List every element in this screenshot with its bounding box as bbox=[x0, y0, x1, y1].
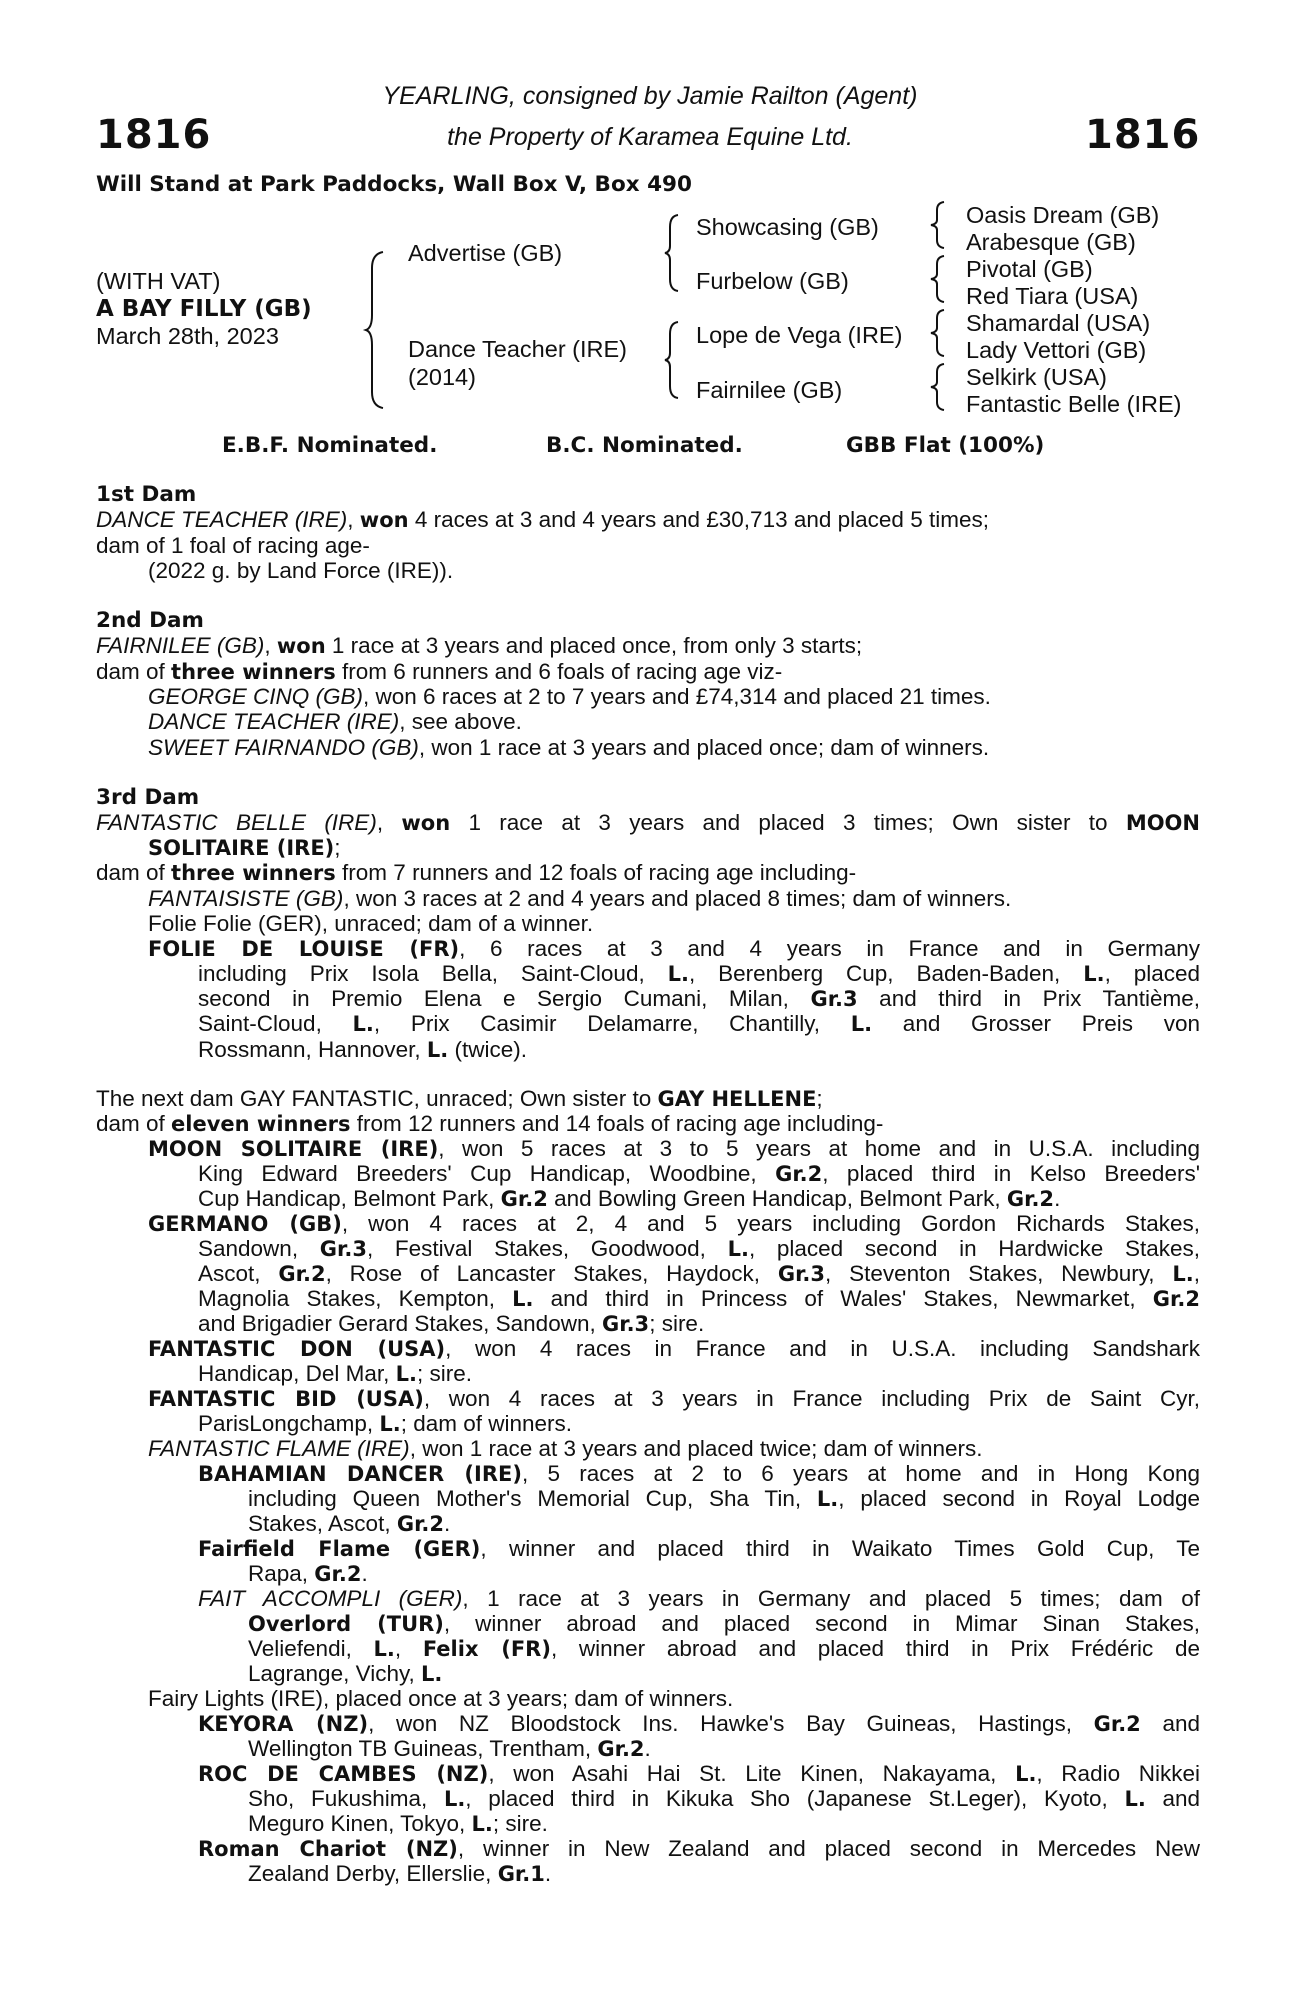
germano-line-1 bbox=[148, 1211, 1200, 1238]
don-line-2 bbox=[198, 1361, 472, 1388]
bahamian-line-2 bbox=[248, 1486, 1200, 1513]
text-span: King Edward Breeders' Cup Handicap, Woodbine, bbox=[198, 1161, 776, 1186]
first-dam-line-2: dam of 1 foal of racing age- bbox=[96, 533, 370, 558]
text-span: and third in Prix Tantième, bbox=[857, 986, 1201, 1011]
text-span: , placed bbox=[1104, 961, 1200, 986]
text-span: and Bowling Green Handicap, Belmont Park, bbox=[547, 1186, 1007, 1211]
pedigree-g3-7: Selkirk (USA) bbox=[966, 364, 1108, 390]
text-span: . bbox=[1054, 1186, 1061, 1211]
race-grade: Gr.2 bbox=[597, 1737, 645, 1761]
text-span: Rossmann, Hannover, bbox=[198, 1037, 427, 1062]
nomination-ebf: E.B.F. Nominated. bbox=[222, 433, 438, 458]
germano-line-4 bbox=[198, 1286, 1200, 1313]
race-grade: L. bbox=[352, 1012, 374, 1036]
first-dam-name: DANCE TEACHER (IRE) bbox=[96, 507, 348, 532]
pedigree-g3-4: Red Tiara (USA) bbox=[966, 283, 1139, 309]
progeny-record: , won 4 races at 2, 4 and 5 years including Gordon Richards Stakes, bbox=[341, 1211, 1200, 1236]
text-span: Lagrange, Vichy, bbox=[248, 1661, 422, 1686]
text-span: ; bbox=[816, 1086, 823, 1111]
progeny-name: FANTASTIC BID (USA) bbox=[148, 1387, 424, 1411]
race-grade: Gr.2 bbox=[500, 1187, 548, 1211]
progeny-name: FAIT ACCOMPLI (GER) bbox=[198, 1586, 463, 1611]
text-span: , Steventon Stakes, Newbury, bbox=[825, 1261, 1173, 1286]
progeny-record: , won 6 races at 2 to 7 years and £74,314 and placed 21 times. bbox=[363, 684, 991, 709]
folie-line-1 bbox=[148, 936, 1200, 963]
text-span: and third in Princess of Wales' Stakes, Newmarket, bbox=[533, 1286, 1153, 1311]
pedigree-bracket-g3-4 bbox=[930, 362, 946, 412]
text-span: Zealand Derby, Ellerslie, bbox=[248, 1861, 498, 1886]
text-span: Rapa, bbox=[248, 1561, 315, 1586]
pedigree-bracket-g3-1 bbox=[930, 200, 946, 250]
first-dam-won: won bbox=[359, 508, 409, 532]
fairfield-line-1 bbox=[198, 1536, 1200, 1563]
don-line-1 bbox=[148, 1336, 1200, 1363]
text-span: including Queen Mother's Memorial Cup, Sha Tin, bbox=[248, 1486, 817, 1511]
text-span: , Rose of Lancaster Stakes, Haydock, bbox=[325, 1261, 778, 1286]
race-grade: Gr.3 bbox=[601, 1312, 650, 1336]
roman-line-1 bbox=[198, 1836, 1200, 1863]
progeny-name: FANTASTIC DON (USA) bbox=[148, 1337, 446, 1361]
germano-line-2 bbox=[198, 1236, 1200, 1263]
bid-line-1 bbox=[148, 1386, 1200, 1413]
second-dam-won: won bbox=[276, 634, 326, 658]
nomination-gbb: GBB Flat (100%) bbox=[846, 433, 1045, 458]
progeny-name: Felix (FR) bbox=[422, 1637, 551, 1661]
race-grade: Gr.3 bbox=[777, 1262, 826, 1286]
progeny-record: , winner and placed third in Waikato Times Gold Cup, Te bbox=[480, 1536, 1200, 1561]
progeny-name: FANTAISISTE (GB) bbox=[148, 886, 344, 911]
progeny-name: GERMANO (GB) bbox=[148, 1212, 342, 1236]
bid-line-2 bbox=[198, 1411, 572, 1438]
progeny-name: MOON SOLITAIRE (IRE) bbox=[148, 1137, 439, 1161]
text-span: ; sire. bbox=[416, 1361, 472, 1386]
moon-line-1 bbox=[148, 1136, 1200, 1163]
text-span: from 7 runners and 12 foals of racing age including- bbox=[335, 860, 857, 885]
foaling-date: March 28th, 2023 bbox=[96, 323, 279, 349]
text-span: , bbox=[1193, 1261, 1201, 1286]
race-grade: Gr.2 bbox=[1006, 1187, 1055, 1211]
moon-line-2 bbox=[198, 1161, 1200, 1188]
race-grade: L. bbox=[426, 1038, 449, 1062]
third-dam-progeny-2: Folie Folie (GER), unraced; dam of a winner. bbox=[148, 911, 594, 936]
roc-line-3 bbox=[248, 1811, 548, 1838]
pedigree-bracket-dam bbox=[664, 320, 680, 400]
race-grade: L. bbox=[1124, 1787, 1146, 1811]
consignment-line-2: the Property of Karamea Equine Ltd. bbox=[447, 123, 853, 151]
sister-name: GAY HELLENE bbox=[657, 1087, 817, 1111]
progeny-record: , won NZ Bloodstock Ins. Hawke's Bay Guineas, Hastings, bbox=[368, 1711, 1094, 1736]
pedigree-g2-1: Showcasing (GB) bbox=[696, 214, 879, 240]
race-grade: L. bbox=[421, 1662, 443, 1686]
roman-line-2 bbox=[248, 1861, 551, 1888]
text-span: , bbox=[394, 1636, 423, 1661]
bahamian-line-3 bbox=[248, 1511, 450, 1538]
fait-line-1 bbox=[198, 1586, 1200, 1612]
winners-count: three winners bbox=[171, 861, 336, 885]
text-span: ; sire. bbox=[649, 1311, 705, 1336]
text-span: , placed third in Kelso Breeders' bbox=[822, 1161, 1200, 1186]
race-grade: Gr.2 bbox=[1093, 1712, 1141, 1736]
text-span: , placed second in Royal Lodge bbox=[838, 1486, 1201, 1511]
pedigree-bracket-main bbox=[365, 250, 385, 410]
progeny-name: BAHAMIAN DANCER (IRE) bbox=[198, 1462, 522, 1486]
progeny-record: , 5 races at 2 to 6 years at home and in Hong Kong bbox=[521, 1461, 1201, 1486]
progeny-record: , winner in New Zealand and placed second in Mercedes New bbox=[457, 1836, 1200, 1861]
progeny-name: Overlord (TUR) bbox=[248, 1612, 444, 1636]
progeny-record: , 6 races at 3 and 4 years in France and in Germany bbox=[459, 936, 1200, 961]
progeny-name: KEYORA (NZ) bbox=[198, 1712, 369, 1736]
lot-number-left: 1816 bbox=[96, 112, 212, 158]
germano-line-3 bbox=[198, 1261, 1200, 1288]
winners-count: eleven winners bbox=[171, 1112, 351, 1136]
pedigree-bracket-sire bbox=[664, 213, 680, 293]
race-grade: L. bbox=[1172, 1262, 1194, 1286]
winners-count: three winners bbox=[171, 660, 336, 684]
text-span: , Radio Nikkei bbox=[1036, 1761, 1200, 1786]
progeny-record: , won 4 races in France and in U.S.A. including Sandshark bbox=[445, 1336, 1200, 1361]
third-dam-line-1: FANTASTIC BELLE (IRE), won 1 race at 3 years and placed 3 times; Own sister to MOON bbox=[96, 810, 1200, 835]
text-span: Magnolia Stakes, Kempton, bbox=[198, 1286, 513, 1311]
progeny-name: Fairfield Flame (GER) bbox=[198, 1537, 481, 1561]
text-span: . bbox=[444, 1511, 451, 1536]
germano-line-5 bbox=[198, 1311, 704, 1338]
progeny-name: Roman Chariot (NZ) bbox=[198, 1837, 458, 1861]
vat-label: (WITH VAT) bbox=[96, 268, 221, 294]
bahamian-line-1 bbox=[198, 1461, 1200, 1488]
next-dam-line-1 bbox=[96, 1086, 823, 1113]
second-dam-line-1: FAIRNILEE (GB), won 1 race at 3 years and placed once, from only 3 starts; bbox=[96, 633, 863, 658]
next-dam-line-2 bbox=[96, 1111, 883, 1138]
lot-number-right: 1816 bbox=[1085, 112, 1201, 158]
text-span: dam of bbox=[96, 659, 172, 684]
text-span: Meguro Kinen, Tokyo, bbox=[248, 1811, 472, 1836]
horse-name: A BAY FILLY (GB) bbox=[96, 296, 312, 322]
second-dam-name: FAIRNILEE (GB) bbox=[96, 633, 265, 658]
pedigree-bracket-g3-3 bbox=[930, 308, 946, 358]
progeny-record: , won 1 race at 3 years and placed once; dam of winners. bbox=[418, 735, 990, 760]
race-grade: L. bbox=[379, 1412, 401, 1436]
pedigree-g2-3: Lope de Vega (IRE) bbox=[696, 322, 903, 348]
text-span: Handicap, Del Mar, bbox=[198, 1361, 396, 1386]
pedigree-bracket-g3-2 bbox=[930, 254, 946, 304]
text-span: Ascot, bbox=[198, 1261, 279, 1286]
text-span: Saint-Cloud, bbox=[198, 1011, 353, 1036]
overlord-line-3 bbox=[248, 1661, 442, 1688]
third-dam-record: 1 race at 3 years and placed 3 times; Own sister to bbox=[450, 810, 1126, 835]
race-grade: L. bbox=[667, 962, 689, 986]
folie-line-3 bbox=[198, 986, 1200, 1013]
text-span: Sho, Fukushima, bbox=[248, 1786, 444, 1811]
pedigree-dam-year: (2014) bbox=[408, 364, 476, 390]
race-grade: Gr.2 bbox=[278, 1262, 326, 1286]
progeny-record: , won 1 race at 3 years and placed twice; dam of winners. bbox=[409, 1436, 983, 1461]
race-grade: L. bbox=[443, 1787, 466, 1811]
progeny-name: ROC DE CAMBES (NZ) bbox=[198, 1762, 489, 1786]
progeny-name: FANTASTIC FLAME (IRE) bbox=[148, 1436, 410, 1461]
text-span: . bbox=[361, 1561, 368, 1586]
race-grade: Gr.3 bbox=[810, 987, 858, 1011]
first-dam-line-1: DANCE TEACHER (IRE), won 4 races at 3 and 4 years and £30,713 and placed 5 times; bbox=[96, 507, 989, 532]
race-grade: L. bbox=[512, 1287, 534, 1311]
race-grade: L. bbox=[471, 1812, 493, 1836]
text-span: Cup Handicap, Belmont Park, bbox=[198, 1186, 501, 1211]
pedigree-g2-4: Fairnilee (GB) bbox=[696, 377, 843, 403]
race-grade: L. bbox=[727, 1237, 749, 1261]
text-span: Veliefendi, bbox=[248, 1636, 374, 1661]
first-dam-heading: 1st Dam bbox=[96, 482, 197, 507]
text-span: from 12 runners and 14 foals of racing age including- bbox=[350, 1111, 884, 1136]
progeny-record: , won 3 races at 2 and 4 years and placed 8 times; dam of winners. bbox=[343, 886, 1012, 911]
first-dam-record: 4 races at 3 and 4 years and £30,713 and placed 5 times; bbox=[408, 507, 989, 532]
moon-line-3 bbox=[198, 1186, 1060, 1213]
text-span: , Prix Casimir Delamarre, Chantilly, bbox=[373, 1011, 851, 1036]
race-grade: Gr.2 bbox=[396, 1512, 445, 1536]
pedigree-g3-2: Arabesque (GB) bbox=[966, 229, 1136, 255]
nomination-bc: B.C. Nominated. bbox=[546, 433, 743, 458]
text-span: and bbox=[1145, 1786, 1201, 1811]
text-span: , placed third in Kikuka Sho (Japanese St.Leger), Kyoto, bbox=[465, 1786, 1125, 1811]
pedigree-g3-5: Shamardal (USA) bbox=[966, 310, 1151, 336]
catalogue-body bbox=[96, 482, 1200, 1912]
sister-name-part: SOLITAIRE (IRE) bbox=[148, 836, 335, 860]
progeny-name: GEORGE CINQ (GB) bbox=[148, 684, 364, 709]
race-grade: Gr.3 bbox=[319, 1237, 367, 1261]
consignment-line-1: YEARLING, consigned by Jamie Railton (Agent) bbox=[382, 82, 918, 110]
sister-name-part: MOON bbox=[1125, 811, 1200, 835]
progeny-record: , 1 race at 3 years in Germany and placed 5 times; dam of bbox=[462, 1586, 1200, 1611]
pedigree-g3-8: Fantastic Belle (IRE) bbox=[966, 391, 1182, 417]
pedigree-g2-2: Furbelow (GB) bbox=[696, 268, 849, 294]
progeny-name: DANCE TEACHER (IRE) bbox=[148, 709, 400, 734]
text-span: and Grosser Preis von bbox=[872, 1011, 1200, 1036]
third-dam-won: won bbox=[401, 811, 451, 835]
text-span: from 6 runners and 6 foals of racing age viz- bbox=[335, 659, 783, 684]
text-span: ParisLongchamp, bbox=[198, 1411, 380, 1436]
progeny-record: , see above. bbox=[399, 709, 522, 734]
progeny-record: , won Asahi Hai St. Lite Kinen, Nakayama, bbox=[488, 1761, 1016, 1786]
roc-line-2 bbox=[248, 1786, 1200, 1813]
folie-line-4 bbox=[198, 1011, 1200, 1038]
text-span: Sandown, bbox=[198, 1236, 320, 1261]
text-span: . bbox=[544, 1861, 552, 1886]
text-span: Stakes, Ascot, bbox=[248, 1511, 397, 1536]
overlord-line-1 bbox=[248, 1611, 1200, 1638]
text-span: dam of bbox=[96, 1111, 172, 1136]
second-dam-heading: 2nd Dam bbox=[96, 608, 204, 633]
text-span: ; sire. bbox=[492, 1811, 548, 1836]
text-span: Wellington TB Guineas, Trentham, bbox=[248, 1736, 598, 1761]
text-span: , Festival Stakes, Goodwood, bbox=[366, 1236, 728, 1261]
race-grade: L. bbox=[373, 1637, 395, 1661]
pedigree-g3-1: Oasis Dream (GB) bbox=[966, 202, 1160, 228]
progeny-record: , won 5 races at 3 to 5 years at home and in U.S.A. including bbox=[438, 1136, 1200, 1161]
pedigree-sire: Advertise (GB) bbox=[408, 240, 563, 266]
text-span: ; dam of winners. bbox=[400, 1411, 573, 1436]
progeny-record: , won 4 races at 3 years in France including Prix de Saint Cyr, bbox=[423, 1386, 1200, 1411]
race-grade: L. bbox=[395, 1362, 417, 1386]
race-grade: Gr.2 bbox=[775, 1162, 823, 1186]
progeny-name: FOLIE DE LOUISE (FR) bbox=[148, 937, 460, 961]
folie-line-2 bbox=[198, 961, 1200, 988]
text-span: ; bbox=[334, 835, 341, 860]
third-dam-line-3 bbox=[96, 860, 856, 887]
text-span: , Berenberg Cup, Baden-Baden, bbox=[688, 961, 1084, 986]
race-grade: L. bbox=[1015, 1762, 1037, 1786]
text-span: and Brigadier Gerard Stakes, Sandown, bbox=[198, 1311, 602, 1336]
race-grade: Gr.2 bbox=[314, 1562, 362, 1586]
text-span: , winner abroad and placed third in Prix Frédéric de bbox=[550, 1636, 1200, 1661]
second-dam-progeny-1 bbox=[148, 684, 991, 710]
overlord-line-2 bbox=[248, 1636, 1200, 1663]
progeny-name: SWEET FAIRNANDO (GB) bbox=[148, 735, 419, 760]
pedigree-dam: Dance Teacher (IRE) bbox=[408, 336, 627, 362]
folie-line-5 bbox=[198, 1037, 527, 1064]
race-grade: L. bbox=[1083, 962, 1105, 986]
flame-line-1 bbox=[148, 1436, 982, 1462]
text-span: and bbox=[1140, 1711, 1200, 1736]
text-span: including Prix Isola Bella, Saint-Cloud, bbox=[198, 961, 668, 986]
second-dam-progeny-2 bbox=[148, 709, 522, 735]
first-dam-line-3: (2022 g. by Land Force (IRE)). bbox=[148, 558, 454, 583]
keyora-line-2 bbox=[248, 1736, 651, 1763]
stand-location: Will Stand at Park Paddocks, Wall Box V, Box 490 bbox=[96, 172, 692, 197]
third-dam-heading: 3rd Dam bbox=[96, 785, 200, 810]
third-dam-line-2 bbox=[148, 835, 341, 862]
fairfield-line-2 bbox=[248, 1561, 368, 1588]
third-dam-name: FANTASTIC BELLE (IRE) bbox=[96, 810, 377, 835]
pedigree-g3-3: Pivotal (GB) bbox=[966, 256, 1093, 282]
text-span: (twice). bbox=[448, 1037, 527, 1062]
text-span: The next dam GAY FANTASTIC, unraced; Own sister to bbox=[96, 1086, 658, 1111]
text-span: dam of bbox=[96, 860, 172, 885]
fairy-lights-line: Fairy Lights (IRE), placed once at 3 years; dam of winners. bbox=[148, 1686, 734, 1711]
race-grade: L. bbox=[816, 1487, 839, 1511]
race-grade: L. bbox=[850, 1012, 873, 1036]
second-dam-record: 1 race at 3 years and placed once, from only 3 starts; bbox=[325, 633, 863, 658]
progeny-record: , winner abroad and placed second in Mimar Sinan Stakes, bbox=[443, 1611, 1200, 1636]
race-grade: Gr.2 bbox=[1152, 1287, 1200, 1311]
third-dam-progeny-1 bbox=[148, 886, 1011, 912]
pedigree-g3-6: Lady Vettori (GB) bbox=[966, 337, 1147, 363]
text-span: second in Premio Elena e Sergio Cumani, Milan, bbox=[198, 986, 811, 1011]
keyora-line-1 bbox=[198, 1711, 1200, 1738]
text-span: . bbox=[644, 1736, 651, 1761]
second-dam-progeny-3 bbox=[148, 735, 989, 761]
roc-line-1 bbox=[198, 1761, 1200, 1788]
text-span: , placed second in Hardwicke Stakes, bbox=[748, 1236, 1201, 1261]
second-dam-line-2 bbox=[96, 659, 782, 686]
race-grade: Gr.1 bbox=[497, 1862, 545, 1886]
